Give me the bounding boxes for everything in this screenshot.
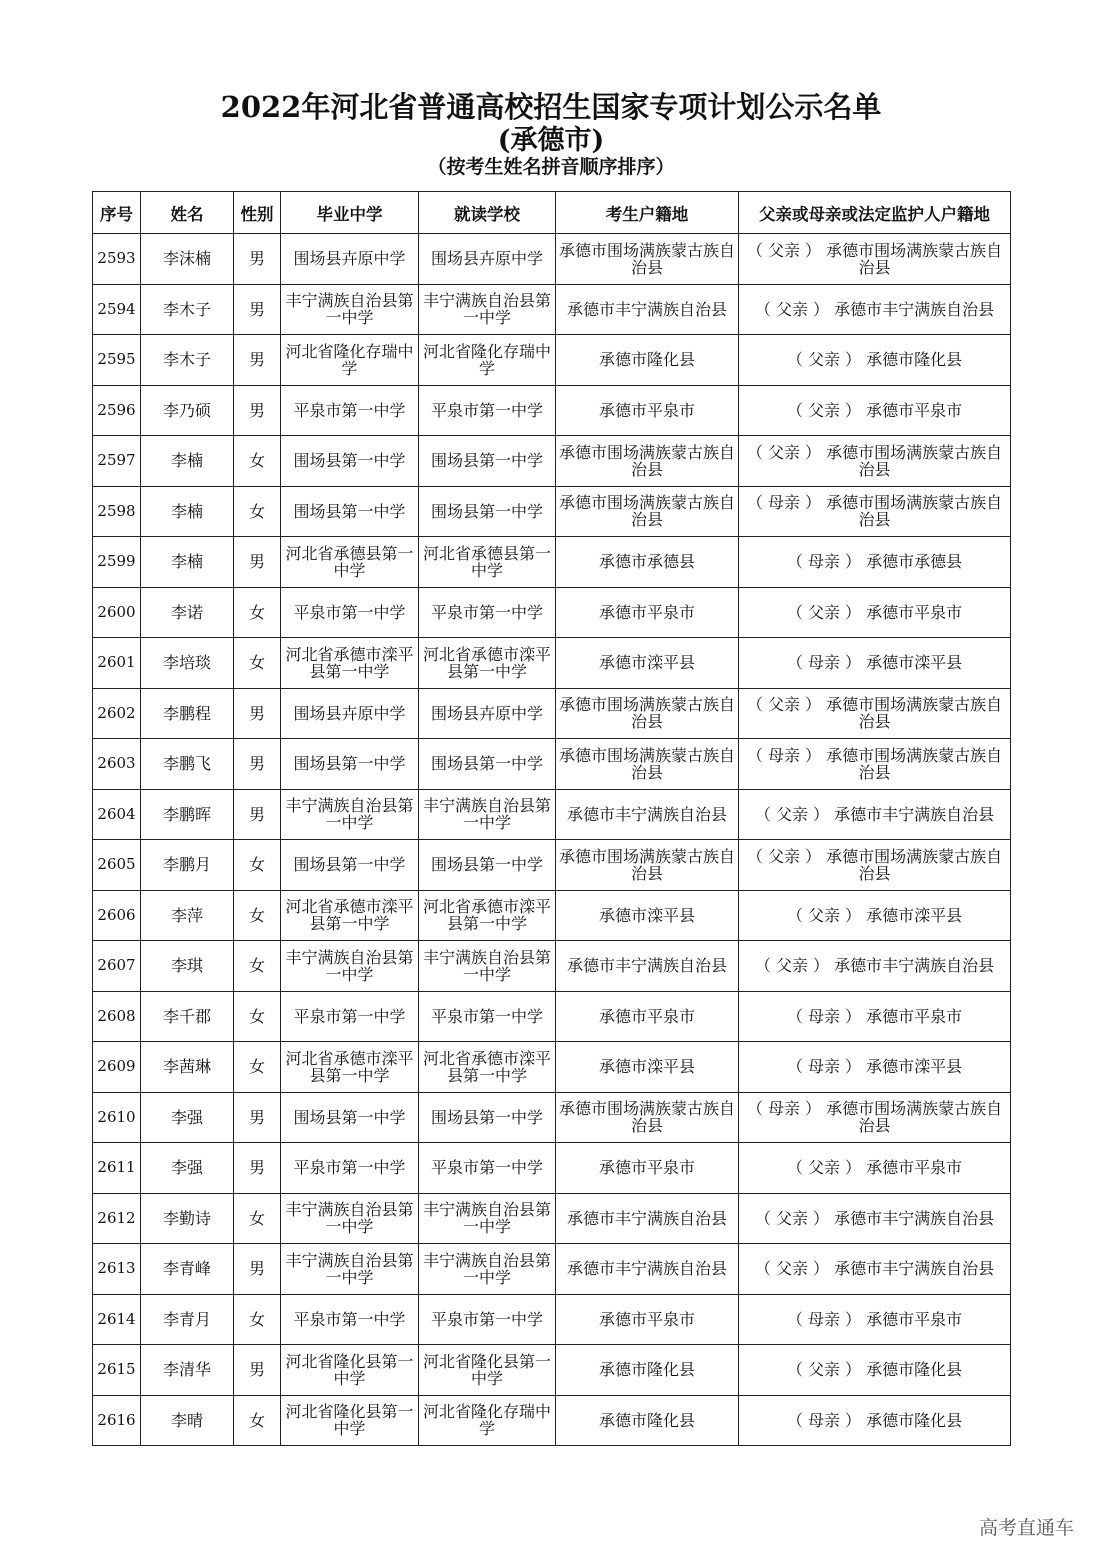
- cell-current-school: 河北省承德市滦平县第一中学: [419, 1042, 556, 1093]
- cell-name: 李琪: [141, 941, 234, 992]
- cell-name: 李鹏月: [141, 840, 234, 891]
- cell-gender: 女: [234, 486, 281, 537]
- table-row: [93, 234, 1011, 285]
- cell-name: 李青峰: [141, 1244, 234, 1295]
- cell-gender: 女: [234, 638, 281, 689]
- cell-gender: 男: [234, 385, 281, 436]
- cell-guardian-residence: （ 母亲 ） 承德市滦平县: [739, 638, 1011, 689]
- cell-current-school: 平泉市第一中学: [419, 991, 556, 1042]
- table-row: [93, 688, 1011, 739]
- cell-seq: 2599: [93, 537, 141, 588]
- cell-graduation-school: 平泉市第一中学: [281, 587, 419, 638]
- cell-gender: 女: [234, 1193, 281, 1244]
- cell-candidate-residence: 承德市丰宁满族自治县: [556, 941, 739, 992]
- cell-gender: 男: [234, 688, 281, 739]
- cell-guardian-residence: （ 父亲 ） 承德市丰宁满族自治县: [739, 1193, 1011, 1244]
- cell-seq: 2597: [93, 436, 141, 487]
- table-row: [93, 1244, 1011, 1295]
- cell-graduation-school: 丰宁满族自治县第一中学: [281, 284, 419, 335]
- cell-guardian-residence: （ 父亲 ） 承德市围场满族蒙古族自治县: [739, 436, 1011, 487]
- header-candidate-residence: 考生户籍地: [556, 192, 739, 234]
- cell-seq: 2610: [93, 1092, 141, 1143]
- header-name: 姓名: [141, 192, 234, 234]
- table-row: [93, 284, 1011, 335]
- cell-guardian-residence: （ 母亲 ） 承德市滦平县: [739, 1042, 1011, 1093]
- cell-current-school: 河北省承德市滦平县第一中学: [419, 638, 556, 689]
- cell-candidate-residence: 承德市围场满族蒙古族自治县: [556, 234, 739, 285]
- cell-graduation-school: 河北省承德市滦平县第一中学: [281, 890, 419, 941]
- cell-guardian-residence: （ 父亲 ） 承德市丰宁满族自治县: [739, 941, 1011, 992]
- cell-current-school: 河北省承德市滦平县第一中学: [419, 890, 556, 941]
- cell-seq: 2614: [93, 1294, 141, 1345]
- cell-candidate-residence: 承德市平泉市: [556, 1143, 739, 1194]
- cell-seq: 2604: [93, 789, 141, 840]
- cell-gender: 男: [234, 1092, 281, 1143]
- cell-gender: 女: [234, 840, 281, 891]
- table-row: [93, 941, 1011, 992]
- table-row: [93, 1042, 1011, 1093]
- cell-guardian-residence: （ 父亲 ） 承德市围场满族蒙古族自治县: [739, 688, 1011, 739]
- table-body: [93, 234, 1011, 1446]
- cell-seq: 2595: [93, 335, 141, 386]
- cell-current-school: 河北省隆化存瑞中学: [419, 335, 556, 386]
- cell-name: 李千郡: [141, 991, 234, 1042]
- cell-current-school: 丰宁满族自治县第一中学: [419, 1193, 556, 1244]
- table-row: [93, 1294, 1011, 1345]
- table-row: [93, 587, 1011, 638]
- cell-seq: 2596: [93, 385, 141, 436]
- cell-current-school: 围场县第一中学: [419, 1092, 556, 1143]
- table-row: [93, 537, 1011, 588]
- cell-current-school: 围场县第一中学: [419, 840, 556, 891]
- cell-candidate-residence: 承德市隆化县: [556, 335, 739, 386]
- cell-name: 李强: [141, 1092, 234, 1143]
- cell-graduation-school: 平泉市第一中学: [281, 1143, 419, 1194]
- cell-seq: 2607: [93, 941, 141, 992]
- cell-current-school: 平泉市第一中学: [419, 587, 556, 638]
- cell-seq: 2615: [93, 1345, 141, 1396]
- cell-graduation-school: 平泉市第一中学: [281, 1294, 419, 1345]
- cell-gender: 女: [234, 1042, 281, 1093]
- cell-candidate-residence: 承德市平泉市: [556, 587, 739, 638]
- cell-current-school: 围场县第一中学: [419, 486, 556, 537]
- cell-gender: 男: [234, 537, 281, 588]
- cell-seq: 2606: [93, 890, 141, 941]
- cell-current-school: 平泉市第一中学: [419, 1143, 556, 1194]
- cell-graduation-school: 丰宁满族自治县第一中学: [281, 1193, 419, 1244]
- cell-seq: 2600: [93, 587, 141, 638]
- cell-candidate-residence: 承德市围场满族蒙古族自治县: [556, 486, 739, 537]
- cell-guardian-residence: （ 父亲 ） 承德市隆化县: [739, 1345, 1011, 1396]
- cell-seq: 2616: [93, 1395, 141, 1446]
- cell-candidate-residence: 承德市围场满族蒙古族自治县: [556, 739, 739, 790]
- cell-candidate-residence: 承德市平泉市: [556, 385, 739, 436]
- cell-name: 李鹏晖: [141, 789, 234, 840]
- cell-graduation-school: 平泉市第一中学: [281, 991, 419, 1042]
- cell-current-school: 河北省隆化县第一中学: [419, 1345, 556, 1396]
- cell-current-school: 围场县卉原中学: [419, 234, 556, 285]
- cell-gender: 女: [234, 587, 281, 638]
- cell-seq: 2612: [93, 1193, 141, 1244]
- cell-graduation-school: 河北省隆化县第一中学: [281, 1395, 419, 1446]
- table-row: [93, 890, 1011, 941]
- cell-current-school: 丰宁满族自治县第一中学: [419, 1244, 556, 1295]
- table-row: [93, 1345, 1011, 1396]
- cell-name: 李木子: [141, 335, 234, 386]
- table-row: [93, 1092, 1011, 1143]
- header-guardian-residence: 父亲或母亲或法定监护人户籍地: [739, 192, 1011, 234]
- cell-graduation-school: 围场县第一中学: [281, 486, 419, 537]
- cell-seq: 2603: [93, 739, 141, 790]
- cell-current-school: 河北省隆化存瑞中学: [419, 1395, 556, 1446]
- cell-name: 李木子: [141, 284, 234, 335]
- cell-guardian-residence: （ 母亲 ） 承德市平泉市: [739, 1294, 1011, 1345]
- header-graduation-school: 毕业中学: [281, 192, 419, 234]
- cell-guardian-residence: （ 父亲 ） 承德市围场满族蒙古族自治县: [739, 234, 1011, 285]
- table-row: [93, 436, 1011, 487]
- cell-guardian-residence: （ 母亲 ） 承德市围场满族蒙古族自治县: [739, 1092, 1011, 1143]
- cell-current-school: 围场县第一中学: [419, 739, 556, 790]
- table-row: [93, 1193, 1011, 1244]
- cell-name: 李清华: [141, 1345, 234, 1396]
- cell-graduation-school: 围场县第一中学: [281, 840, 419, 891]
- cell-gender: 女: [234, 991, 281, 1042]
- cell-name: 李青月: [141, 1294, 234, 1345]
- cell-gender: 男: [234, 1143, 281, 1194]
- cell-gender: 女: [234, 1395, 281, 1446]
- cell-name: 李晴: [141, 1395, 234, 1446]
- table-row: [93, 991, 1011, 1042]
- cell-candidate-residence: 承德市隆化县: [556, 1395, 739, 1446]
- header-seq: 序号: [93, 192, 141, 234]
- table-row: [93, 1395, 1011, 1446]
- cell-gender: 男: [234, 739, 281, 790]
- page-title: 2022年河北省普通高校招生国家专项计划公示名单: [220, 90, 882, 124]
- cell-graduation-school: 河北省隆化县第一中学: [281, 1345, 419, 1396]
- cell-candidate-residence: 承德市丰宁满族自治县: [556, 284, 739, 335]
- cell-guardian-residence: （ 父亲 ） 承德市围场满族蒙古族自治县: [739, 840, 1011, 891]
- cell-gender: 女: [234, 941, 281, 992]
- page-subtitle: (承德市): [497, 125, 605, 156]
- table-header-row: [93, 192, 1011, 234]
- cell-gender: 男: [234, 234, 281, 285]
- cell-graduation-school: 河北省承德市滦平县第一中学: [281, 638, 419, 689]
- cell-current-school: 围场县第一中学: [419, 436, 556, 487]
- cell-gender: 男: [234, 284, 281, 335]
- table-row: [93, 486, 1011, 537]
- cell-guardian-residence: （ 父亲 ） 承德市丰宁满族自治县: [739, 1244, 1011, 1295]
- header-gender: 性别: [234, 192, 281, 234]
- cell-candidate-residence: 承德市围场满族蒙古族自治县: [556, 840, 739, 891]
- cell-name: 李培琰: [141, 638, 234, 689]
- cell-guardian-residence: （ 母亲 ） 承德市平泉市: [739, 991, 1011, 1042]
- cell-graduation-school: 河北省承德市滦平县第一中学: [281, 1042, 419, 1093]
- cell-seq: 2601: [93, 638, 141, 689]
- cell-current-school: 平泉市第一中学: [419, 385, 556, 436]
- cell-gender: 女: [234, 890, 281, 941]
- cell-gender: 男: [234, 335, 281, 386]
- cell-candidate-residence: 承德市滦平县: [556, 890, 739, 941]
- cell-graduation-school: 围场县第一中学: [281, 1092, 419, 1143]
- cell-candidate-residence: 承德市隆化县: [556, 1345, 739, 1396]
- table-row: [93, 335, 1011, 386]
- table-row: [93, 385, 1011, 436]
- cell-graduation-school: 平泉市第一中学: [281, 385, 419, 436]
- cell-seq: 2602: [93, 688, 141, 739]
- cell-graduation-school: 丰宁满族自治县第一中学: [281, 789, 419, 840]
- cell-guardian-residence: （ 父亲 ） 承德市平泉市: [739, 587, 1011, 638]
- cell-name: 李沫楠: [141, 234, 234, 285]
- cell-current-school: 河北省承德县第一中学: [419, 537, 556, 588]
- cell-candidate-residence: 承德市丰宁满族自治县: [556, 789, 739, 840]
- cell-guardian-residence: （ 母亲 ） 承德市隆化县: [739, 1395, 1011, 1446]
- table-row: [93, 789, 1011, 840]
- watermark: 高考直通车: [978, 1517, 1074, 1539]
- cell-graduation-school: 围场县卉原中学: [281, 688, 419, 739]
- cell-name: 李强: [141, 1143, 234, 1194]
- cell-name: 李鹏飞: [141, 739, 234, 790]
- cell-guardian-residence: （ 父亲 ） 承德市丰宁满族自治县: [739, 789, 1011, 840]
- cell-gender: 男: [234, 789, 281, 840]
- cell-name: 李鹏程: [141, 688, 234, 739]
- cell-graduation-school: 围场县卉原中学: [281, 234, 419, 285]
- cell-name: 李乃硕: [141, 385, 234, 436]
- cell-seq: 2594: [93, 284, 141, 335]
- cell-graduation-school: 丰宁满族自治县第一中学: [281, 1244, 419, 1295]
- cell-seq: 2593: [93, 234, 141, 285]
- cell-candidate-residence: 承德市滦平县: [556, 638, 739, 689]
- table-row: [93, 638, 1011, 689]
- cell-name: 李诺: [141, 587, 234, 638]
- cell-current-school: 丰宁满族自治县第一中学: [419, 941, 556, 992]
- cell-candidate-residence: 承德市丰宁满族自治县: [556, 1244, 739, 1295]
- cell-guardian-residence: （ 父亲 ） 承德市平泉市: [739, 385, 1011, 436]
- cell-seq: 2613: [93, 1244, 141, 1295]
- sorting-note: （按考生姓名拼音顺序排序）: [427, 156, 675, 178]
- cell-guardian-residence: （ 父亲 ） 承德市滦平县: [739, 890, 1011, 941]
- cell-seq: 2605: [93, 840, 141, 891]
- cell-seq: 2598: [93, 486, 141, 537]
- cell-candidate-residence: 承德市滦平县: [556, 1042, 739, 1093]
- cell-graduation-school: 围场县第一中学: [281, 739, 419, 790]
- cell-name: 李茜琳: [141, 1042, 234, 1093]
- cell-candidate-residence: 承德市平泉市: [556, 1294, 739, 1345]
- cell-candidate-residence: 承德市围场满族蒙古族自治县: [556, 688, 739, 739]
- cell-graduation-school: 丰宁满族自治县第一中学: [281, 941, 419, 992]
- cell-current-school: 丰宁满族自治县第一中学: [419, 789, 556, 840]
- cell-guardian-residence: （ 母亲 ） 承德市围场满族蒙古族自治县: [739, 739, 1011, 790]
- cell-guardian-residence: （ 母亲 ） 承德市承德县: [739, 537, 1011, 588]
- cell-candidate-residence: 承德市平泉市: [556, 991, 739, 1042]
- table-row: [93, 1143, 1011, 1194]
- cell-current-school: 平泉市第一中学: [419, 1294, 556, 1345]
- cell-guardian-residence: （ 父亲 ） 承德市平泉市: [739, 1143, 1011, 1194]
- cell-guardian-residence: （ 父亲 ） 承德市丰宁满族自治县: [739, 284, 1011, 335]
- cell-seq: 2611: [93, 1143, 141, 1194]
- header-current-school: 就读学校: [419, 192, 556, 234]
- cell-guardian-residence: （ 母亲 ） 承德市围场满族蒙古族自治县: [739, 486, 1011, 537]
- cell-current-school: 丰宁满族自治县第一中学: [419, 284, 556, 335]
- table-row: [93, 840, 1011, 891]
- cell-candidate-residence: 承德市围场满族蒙古族自治县: [556, 436, 739, 487]
- cell-candidate-residence: 承德市丰宁满族自治县: [556, 1193, 739, 1244]
- cell-name: 李萍: [141, 890, 234, 941]
- cell-current-school: 围场县卉原中学: [419, 688, 556, 739]
- cell-seq: 2608: [93, 991, 141, 1042]
- cell-graduation-school: 河北省承德县第一中学: [281, 537, 419, 588]
- cell-guardian-residence: （ 父亲 ） 承德市隆化县: [739, 335, 1011, 386]
- cell-name: 李楠: [141, 486, 234, 537]
- cell-gender: 女: [234, 1294, 281, 1345]
- cell-candidate-residence: 承德市承德县: [556, 537, 739, 588]
- cell-seq: 2609: [93, 1042, 141, 1093]
- cell-gender: 男: [234, 1244, 281, 1295]
- cell-candidate-residence: 承德市围场满族蒙古族自治县: [556, 1092, 739, 1143]
- candidate-table: [92, 191, 1011, 1446]
- cell-gender: 男: [234, 1345, 281, 1396]
- cell-graduation-school: 围场县第一中学: [281, 436, 419, 487]
- cell-name: 李勤诗: [141, 1193, 234, 1244]
- cell-name: 李楠: [141, 436, 234, 487]
- cell-gender: 女: [234, 436, 281, 487]
- cell-graduation-school: 河北省隆化存瑞中学: [281, 335, 419, 386]
- cell-name: 李楠: [141, 537, 234, 588]
- table-row: [93, 739, 1011, 790]
